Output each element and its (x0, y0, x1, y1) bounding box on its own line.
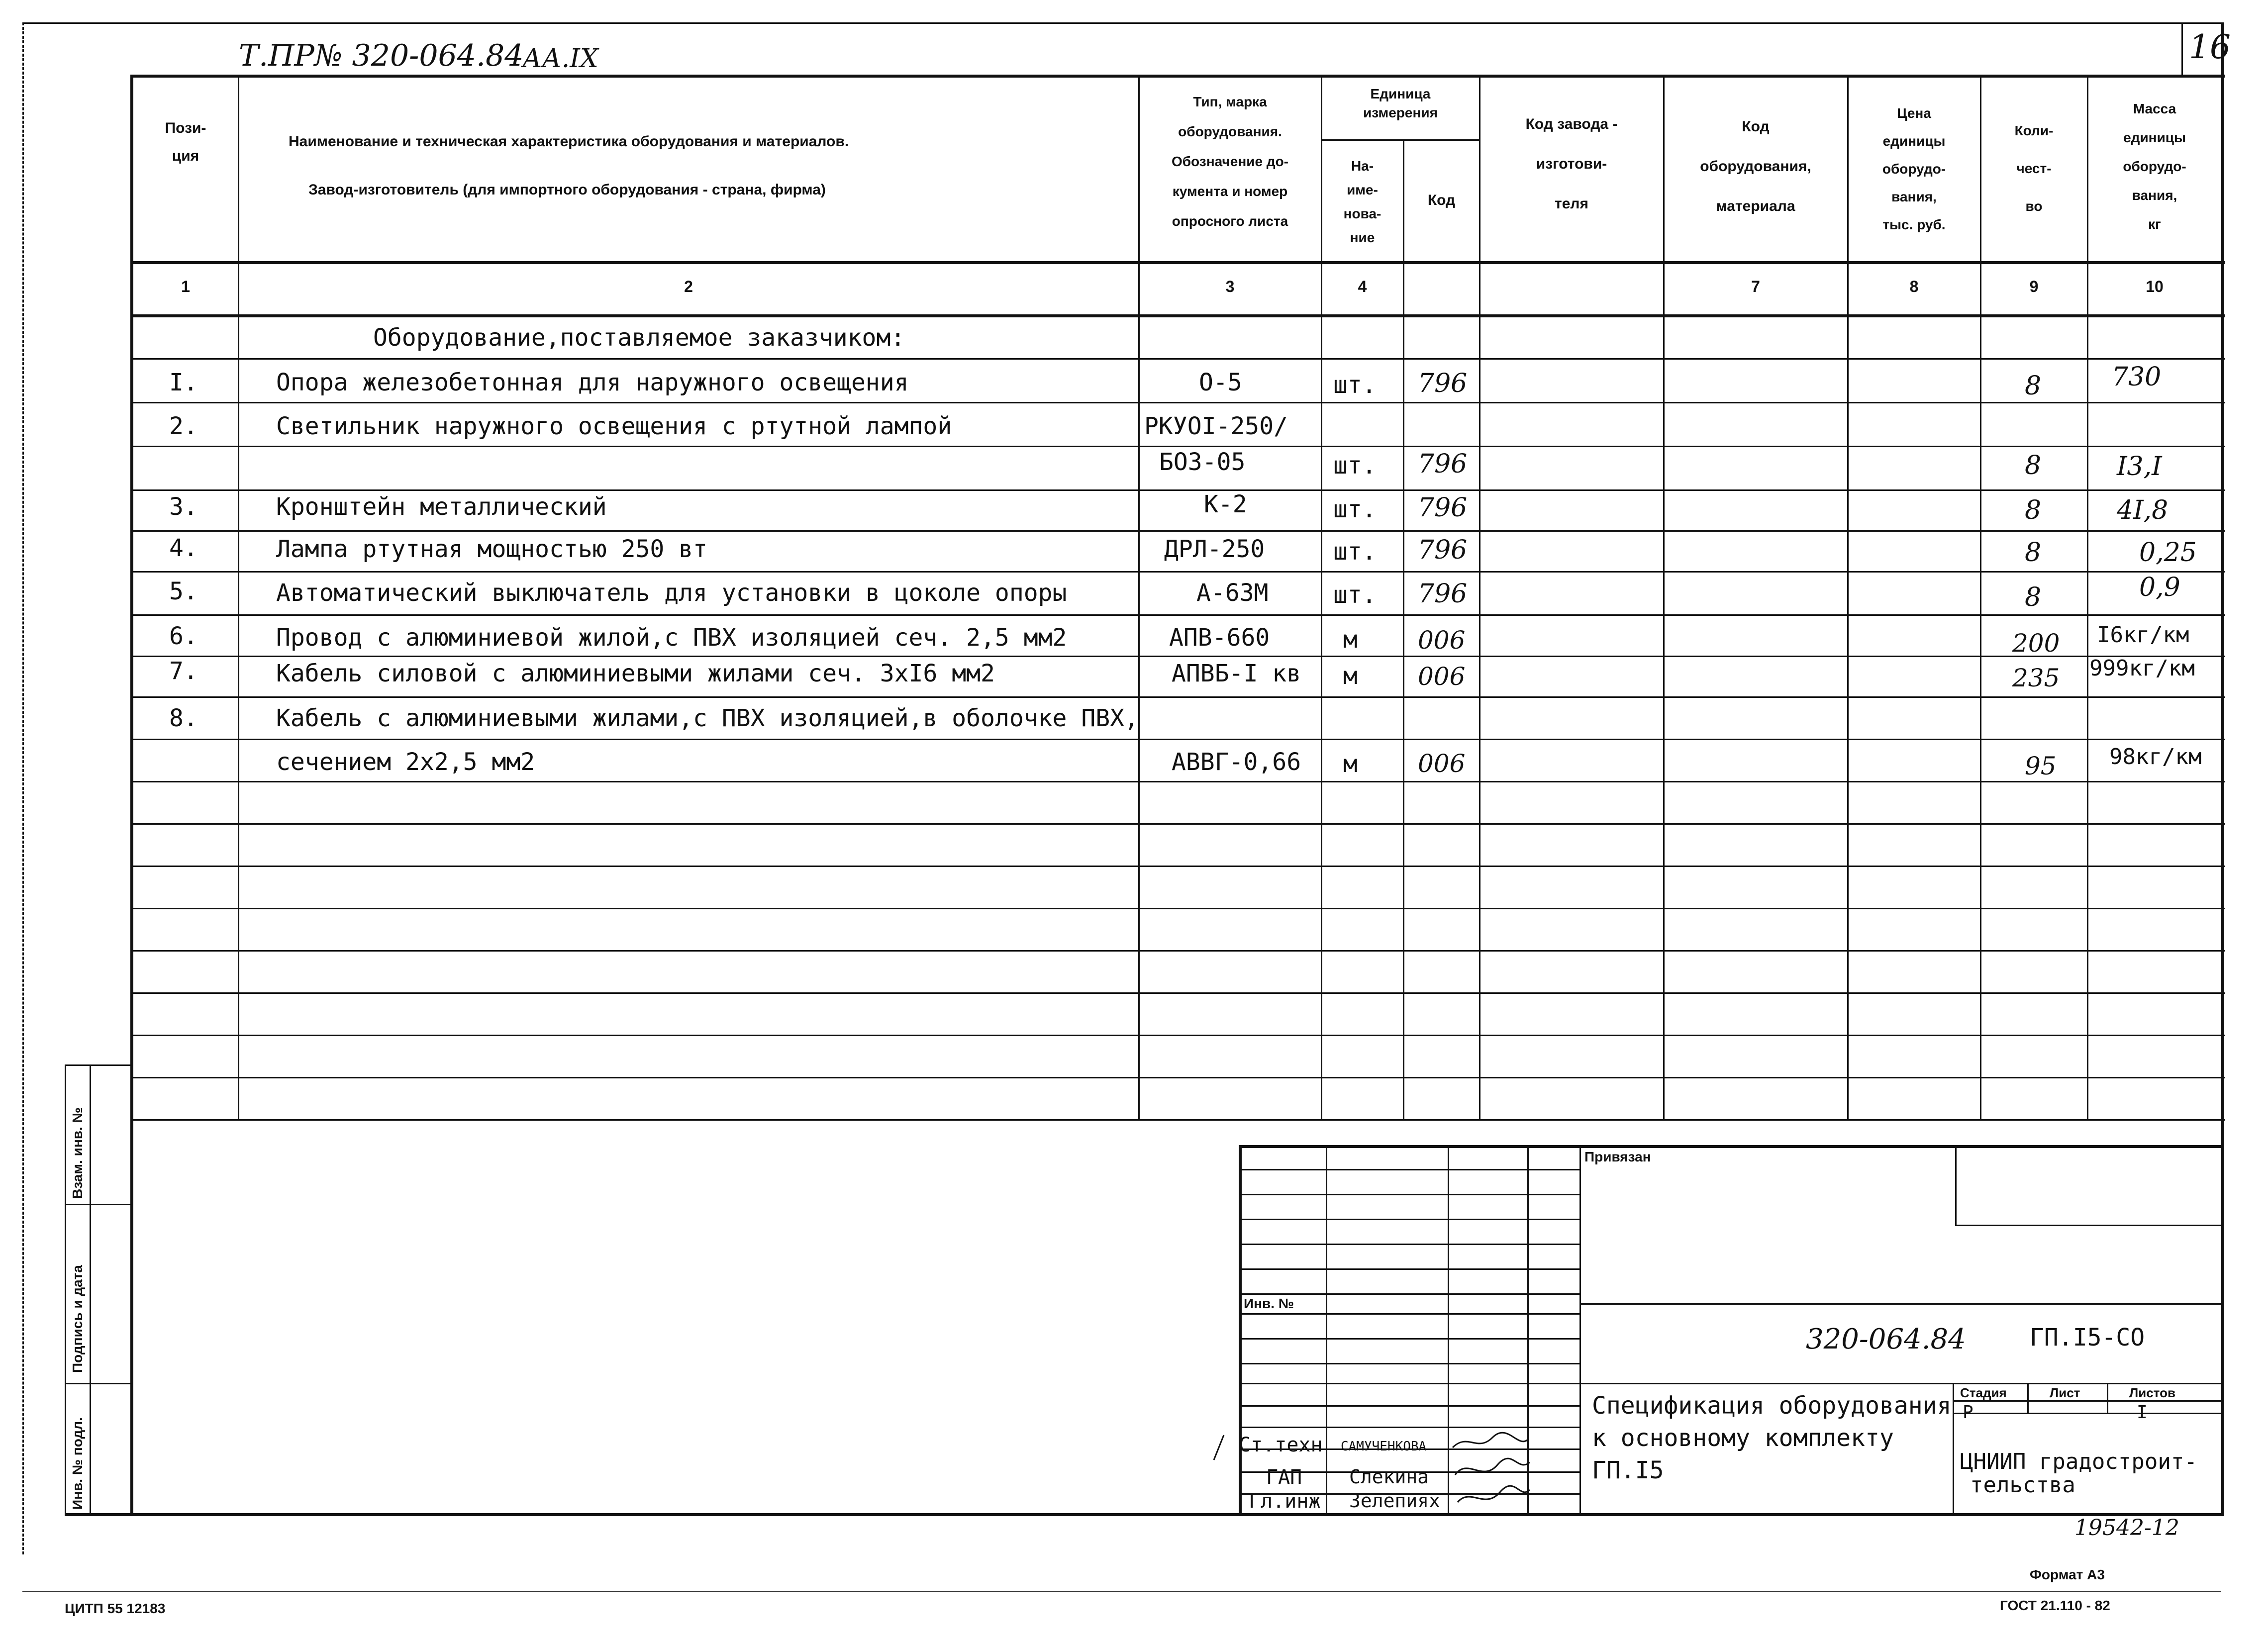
row-unit: шт. (1333, 452, 1377, 480)
col-num-8: 8 (1909, 278, 1919, 295)
role-3-name: Зелепиях (1349, 1490, 1441, 1512)
titleblock-row (1239, 1383, 1579, 1384)
side-stamp-line (65, 1204, 130, 1205)
footer-right: ГОСТ 21.110 - 82 (2000, 1598, 2110, 1613)
row-unit-code: 796 (1418, 449, 1468, 479)
titleblock-row (1239, 1363, 1579, 1364)
project-code: Т.ПР№ 320-064.84 (239, 38, 524, 73)
row-unit-code: 796 (1418, 535, 1468, 565)
titleblock-col (1955, 1145, 1957, 1225)
side-stamp-line (65, 1064, 130, 1066)
col-price-header: Цена единицы оборудо- вания, тыс. руб. (1882, 105, 1946, 232)
row-unit-code: 006 (1418, 749, 1466, 778)
sheets-label: Листов (2129, 1385, 2175, 1400)
row-unit: м (1343, 750, 1358, 778)
stage-value: Р (1963, 1402, 1973, 1423)
row-qty: 8 (2025, 495, 2042, 525)
titleblock-line (1579, 1383, 2224, 1384)
org-line-2: тельства (1970, 1472, 2075, 1498)
row-type: АПВ-660 (1169, 624, 1270, 652)
role-3: Гл.инж (1249, 1490, 1321, 1513)
row-line (130, 446, 2225, 447)
side-stamp-signature-date: Подпись и дата (70, 1265, 85, 1373)
titleblock-col (1579, 1145, 1581, 1515)
row-unit: шт. (1333, 538, 1377, 566)
row-line (130, 739, 2225, 740)
row-position: 4. (169, 534, 198, 562)
inv-no-label: Инв. № (1244, 1296, 1294, 1311)
row-position: 5. (169, 578, 198, 605)
col-num-1: 1 (181, 278, 190, 295)
row-line (130, 823, 2225, 825)
row-qty: 8 (2025, 582, 2042, 612)
titleblock-row (1239, 1244, 1579, 1245)
titleblock-line (1953, 1413, 2224, 1414)
frame-right (2221, 22, 2224, 1515)
titleblock-row (1239, 1293, 1579, 1295)
titleblock-row (1239, 1219, 1579, 1220)
titleblock-col (1953, 1383, 1954, 1515)
row-qty: 200 (2012, 629, 2060, 658)
side-stamp-mid (90, 1064, 91, 1515)
row-line (130, 950, 2225, 952)
row-line (130, 1077, 2225, 1078)
frame-top (130, 75, 2225, 78)
row-type: К-2 (1204, 490, 1247, 518)
row-position: I. (169, 369, 198, 396)
row-name: Лампа ртутная мощностью 250 вт (276, 535, 707, 563)
footer-left: ЦИТП 55 12183 (65, 1601, 166, 1616)
row-line (130, 696, 2225, 698)
row-name: Провод с алюминиевой жилой,с ПВХ изоляцией сеч. 2,5 мм2 (276, 624, 1067, 652)
section-title: Оборудование,поставляемое заказчиком: (373, 324, 905, 352)
row-mass: I3,I (2117, 452, 2162, 482)
title-line-3: ГП.I5 (1592, 1456, 1664, 1484)
row-position: 8. (169, 704, 198, 732)
row-type: АВВГ-0,66 (1172, 748, 1301, 776)
album-code: АА.IX (522, 44, 598, 74)
side-stamp-replace-inv: Взам. инв. № (70, 1107, 85, 1199)
role-2: ГАП (1266, 1466, 1302, 1489)
titleblock-row (1239, 1405, 1579, 1407)
outer-top-line (22, 22, 2224, 24)
row-unit: шт. (1333, 581, 1377, 609)
side-stamp-left (65, 1064, 66, 1515)
row-unit: шт. (1333, 371, 1377, 399)
row-type: А-63М (1196, 579, 1269, 607)
side-stamp-line (65, 1383, 130, 1384)
stage-label: Стадия (1960, 1385, 2007, 1400)
row-name: сечением 2х2,5 мм2 (276, 748, 535, 776)
titleblock-line (1955, 1225, 2224, 1226)
titleblock-row (1239, 1169, 1579, 1170)
row-position: 6. (169, 622, 198, 650)
row-position: 7. (169, 657, 198, 685)
row-qty: 235 (2012, 664, 2060, 692)
row-name: Кронштейн металлический (276, 493, 607, 521)
tick-mark (1209, 1433, 1229, 1462)
row-qty: 8 (2025, 451, 2042, 481)
row-qty: 8 (2025, 538, 2042, 568)
sheet-label: Лист (2050, 1385, 2080, 1400)
title-line-2: к основному комплекту (1592, 1424, 1894, 1452)
title-line-1: Спецификация оборудования (1592, 1392, 1952, 1420)
row-type: О-5 (1199, 369, 1242, 396)
sheet-code: ГП.I5-СО (2030, 1324, 2145, 1351)
row-qty: 8 (2025, 371, 2042, 401)
col-unit-group-header: Единица измерения (1363, 86, 1438, 120)
row-line (130, 614, 2225, 616)
row-unit-code: 796 (1418, 493, 1468, 523)
col-name-header-1: Наименование и техническая характеристика оборудования и материалов. (289, 133, 849, 150)
row-qty: 95 (2025, 752, 2057, 780)
col-factory-code-header: Код завода - изготови- теля (1525, 116, 1618, 212)
row-type: ДРЛ-250 (1164, 535, 1265, 563)
row-line (130, 992, 2225, 994)
page-number: 16 (2189, 28, 2231, 66)
row-line (130, 358, 2225, 360)
row-mass: 999кг/км (2089, 656, 2195, 681)
col-unit-name-header: На- име- нова- ние (1343, 158, 1381, 245)
row-line (130, 656, 2225, 657)
row-line (130, 908, 2225, 909)
row-mass: 730 (2112, 362, 2162, 392)
org-line-1: ЦНИИП градостроит- (1960, 1449, 2197, 1474)
col-line (1663, 75, 1665, 1119)
row-unit-code: 796 (1418, 369, 1468, 398)
col-position-header: Пози- ция (165, 120, 206, 164)
col-num-3: 3 (1225, 278, 1235, 295)
row-type: БОЗ-05 (1159, 448, 1246, 476)
row-mass: 0,25 (2139, 538, 2197, 568)
row-name: Светильник наружного освещения с ртутной лампой (276, 412, 952, 440)
row-unit: м (1343, 662, 1358, 690)
row-mass: 4I,8 (2117, 495, 2169, 525)
row-line (130, 1119, 2225, 1121)
header-bottom-line (130, 261, 2225, 264)
titleblock-row (1239, 1313, 1579, 1315)
role-2-name: Слекина (1349, 1466, 1429, 1488)
format-label: Формат А3 (2030, 1567, 2105, 1582)
row-mass: 98кг/км (2109, 744, 2202, 770)
row-position: 2. (169, 412, 198, 440)
row-type: АПВБ-I кв (1172, 660, 1301, 687)
row-unit-code: 796 (1418, 579, 1468, 609)
footer-line (22, 1591, 2221, 1592)
row-line (130, 1035, 2225, 1036)
row-line (130, 530, 2225, 532)
signatures-graphic (1448, 1428, 1532, 1512)
frame-bottom (65, 1513, 2224, 1516)
row-line (130, 402, 2225, 403)
numbers-bottom-line (130, 314, 2225, 317)
titleblock-left (1239, 1145, 1242, 1515)
row-type: РКУОI-250/ (1144, 412, 1288, 440)
titleblock-row (1239, 1194, 1579, 1195)
col-line (238, 75, 239, 1119)
row-name: Кабель с алюминиевыми жилами,с ПВХ изоляцией,в оболочке ПВХ, (276, 704, 1139, 732)
col-equipment-code-header: Код оборудования, материала (1700, 118, 1811, 214)
col-line (1980, 75, 1981, 1119)
row-unit: м (1343, 626, 1358, 654)
titleblock-row (1239, 1338, 1579, 1340)
col-unit-code-header: Код (1427, 192, 1456, 208)
archive-number: 19542-12 (2074, 1515, 2179, 1541)
titleblock-top (1239, 1145, 2224, 1148)
col-num-9: 9 (2029, 278, 2039, 295)
row-unit-code: 006 (1418, 662, 1466, 691)
row-name: Автоматический выключатель для установки в цоколе опоры (276, 579, 1067, 607)
sheets-value: I (2137, 1402, 2148, 1423)
side-stamp-original-inv: Инв. № подл. (70, 1417, 85, 1510)
col-line (1403, 139, 1404, 1119)
doc-code: 320-064.84 (1806, 1323, 1966, 1355)
row-name: Опора железобетонная для наружного освещения (276, 369, 909, 396)
titleblock-line (1579, 1303, 2224, 1305)
row-line (130, 571, 2225, 573)
row-unit-code: 006 (1418, 626, 1466, 655)
row-position: 3. (169, 493, 198, 521)
row-mass: I6кг/км (2097, 622, 2189, 648)
role-1-name: САМУЧЕНКОВА (1341, 1439, 1427, 1454)
row-unit: шт. (1333, 495, 1377, 523)
page-number-box (2181, 22, 2183, 76)
titleblock-col (1326, 1145, 1327, 1515)
row-line (130, 781, 2225, 782)
outer-left-line (22, 22, 24, 1554)
row-line (130, 866, 2225, 867)
col-num-2: 2 (684, 278, 693, 295)
row-name: Кабель силовой с алюминиевыми жилами сеч. 3хI6 мм2 (276, 660, 995, 687)
col-mass-header: Масса единицы оборудо- вания, кг (2123, 101, 2186, 232)
col-num-7: 7 (1751, 278, 1760, 295)
col-qty-header: Коли- чест- во (2014, 123, 2054, 214)
row-mass: 0,9 (2139, 573, 2180, 602)
col-type-header: Тип, марка оборудования. Обозначение до- кумента и номер опросного листа (1171, 94, 1289, 229)
titleblock-col (2027, 1383, 2029, 1413)
titleblock-col (2107, 1383, 2108, 1413)
titleblock-row (1239, 1268, 1579, 1270)
row-line (130, 489, 2225, 491)
unit-group-line (1321, 139, 1479, 141)
col-name-header-2: Завод-изготовитель (для импортного оборудования - страна, фирма) (308, 182, 826, 198)
privyazan-label: Привязан (1584, 1149, 1651, 1164)
col-num-10: 10 (2146, 278, 2164, 295)
col-line (1479, 75, 1480, 1119)
role-1: Ст.техн (1239, 1434, 1323, 1456)
col-num-4: 4 (1358, 278, 1367, 295)
